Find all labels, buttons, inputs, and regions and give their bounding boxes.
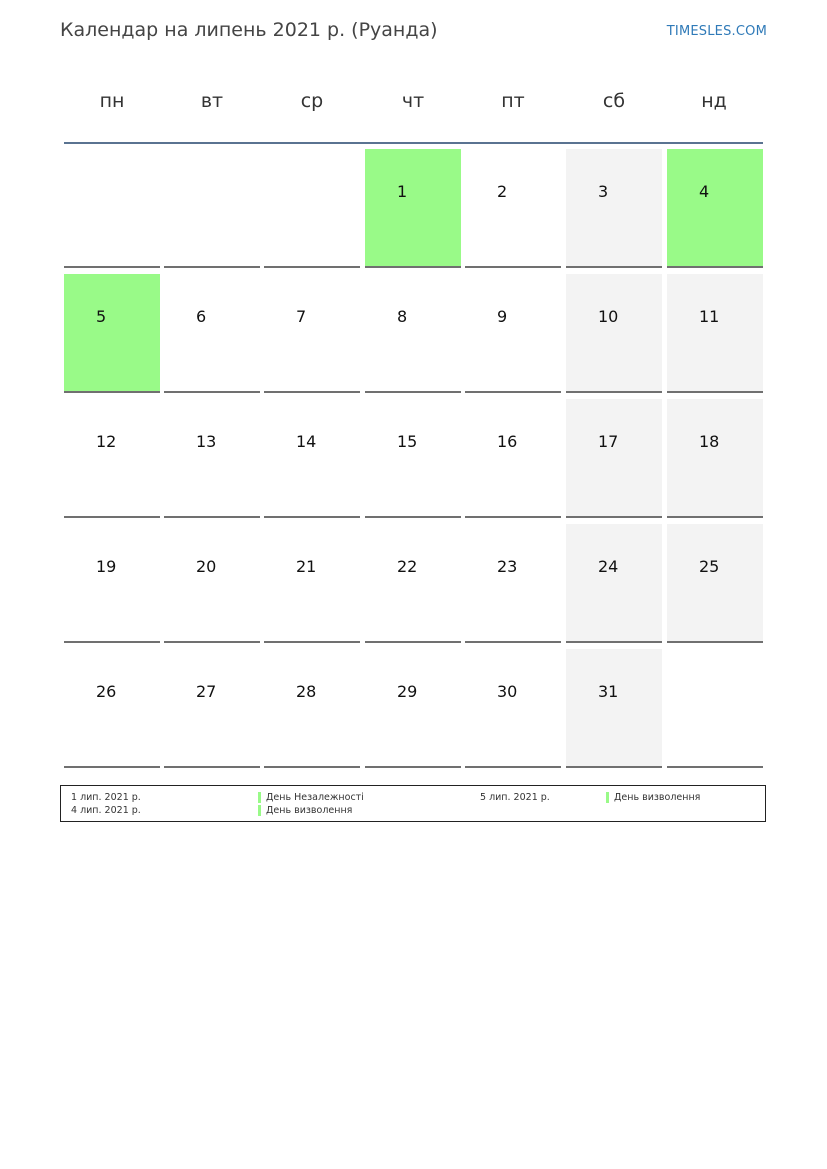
day-number: 31 bbox=[598, 682, 619, 701]
day-number: 22 bbox=[397, 557, 418, 576]
day-cell bbox=[465, 524, 561, 643]
day-number: 13 bbox=[196, 432, 217, 451]
legend-holiday-name: День визволення bbox=[266, 805, 353, 816]
weekday-label: ср bbox=[300, 90, 324, 112]
day-number: 9 bbox=[497, 307, 508, 326]
legend-color-marker bbox=[606, 792, 609, 803]
day-cell bbox=[465, 149, 561, 268]
day-number: 17 bbox=[598, 432, 619, 451]
legend-color-marker bbox=[258, 792, 261, 803]
day-cell bbox=[667, 399, 763, 518]
day-number: 14 bbox=[296, 432, 317, 451]
calendar-grid bbox=[64, 149, 764, 770]
day-cell bbox=[264, 524, 360, 643]
weekday-label: сб bbox=[602, 90, 626, 112]
day-number: 11 bbox=[699, 307, 720, 326]
day-number: 27 bbox=[196, 682, 217, 701]
day-number: 3 bbox=[598, 182, 609, 201]
day-cell bbox=[465, 274, 561, 393]
empty-day-cell bbox=[64, 149, 160, 268]
day-cell bbox=[566, 399, 662, 518]
day-number: 23 bbox=[497, 557, 518, 576]
weekday-header-row bbox=[64, 90, 764, 120]
day-cell bbox=[365, 399, 461, 518]
empty-day-cell bbox=[264, 149, 360, 268]
day-number: 1 bbox=[397, 182, 408, 201]
day-number: 29 bbox=[397, 682, 418, 701]
day-cell bbox=[365, 524, 461, 643]
day-number: 28 bbox=[296, 682, 317, 701]
day-cell bbox=[365, 649, 461, 768]
legend-holiday-name: День визволення bbox=[614, 792, 701, 803]
page-title: Календар на липень 2021 р. (Руанда) bbox=[60, 19, 438, 41]
weekday-label: чт bbox=[401, 90, 425, 112]
legend-date: 5 лип. 2021 р. bbox=[480, 792, 550, 803]
day-cell bbox=[64, 649, 160, 768]
day-number: 16 bbox=[497, 432, 518, 451]
day-cell bbox=[365, 274, 461, 393]
day-cell bbox=[566, 524, 662, 643]
day-cell bbox=[164, 399, 260, 518]
day-cell bbox=[566, 274, 662, 393]
day-cell bbox=[264, 399, 360, 518]
day-number: 19 bbox=[96, 557, 117, 576]
day-number: 4 bbox=[699, 182, 710, 201]
day-number: 12 bbox=[96, 432, 117, 451]
weekday-label: пт bbox=[501, 90, 525, 112]
day-cell bbox=[164, 524, 260, 643]
day-number: 2 bbox=[497, 182, 508, 201]
weekday-label: нд bbox=[701, 90, 727, 112]
day-number: 26 bbox=[96, 682, 117, 701]
day-number: 30 bbox=[497, 682, 518, 701]
empty-day-cell bbox=[667, 649, 763, 768]
day-cell bbox=[64, 524, 160, 643]
day-number: 25 bbox=[699, 557, 720, 576]
holiday-legend bbox=[60, 785, 766, 822]
day-number: 15 bbox=[397, 432, 418, 451]
day-cell bbox=[667, 149, 763, 268]
day-number: 7 bbox=[296, 307, 307, 326]
day-number: 8 bbox=[397, 307, 408, 326]
day-cell bbox=[264, 274, 360, 393]
day-cell bbox=[64, 274, 160, 393]
day-cell bbox=[365, 149, 461, 268]
day-number: 18 bbox=[699, 432, 720, 451]
day-cell bbox=[264, 649, 360, 768]
legend-holiday-name: День Незалежності bbox=[266, 792, 364, 803]
day-number: 24 bbox=[598, 557, 619, 576]
empty-day-cell bbox=[164, 149, 260, 268]
day-cell bbox=[64, 399, 160, 518]
day-number: 21 bbox=[296, 557, 317, 576]
day-cell bbox=[566, 649, 662, 768]
day-cell bbox=[667, 524, 763, 643]
day-number: 20 bbox=[196, 557, 217, 576]
header-divider bbox=[64, 142, 763, 144]
weekday-label: вт bbox=[200, 90, 224, 112]
day-number: 6 bbox=[196, 307, 207, 326]
site-link[interactable]: TIMESLES.COM bbox=[666, 24, 767, 39]
day-cell bbox=[465, 649, 561, 768]
legend-date: 1 лип. 2021 р. bbox=[71, 792, 141, 803]
day-number: 10 bbox=[598, 307, 619, 326]
day-cell bbox=[465, 399, 561, 518]
legend-color-marker bbox=[258, 805, 261, 816]
legend-date: 4 лип. 2021 р. bbox=[71, 805, 141, 816]
day-cell bbox=[566, 149, 662, 268]
day-cell bbox=[164, 274, 260, 393]
weekday-label: пн bbox=[99, 90, 125, 112]
day-cell bbox=[164, 649, 260, 768]
day-number: 5 bbox=[96, 307, 107, 326]
day-cell bbox=[667, 274, 763, 393]
